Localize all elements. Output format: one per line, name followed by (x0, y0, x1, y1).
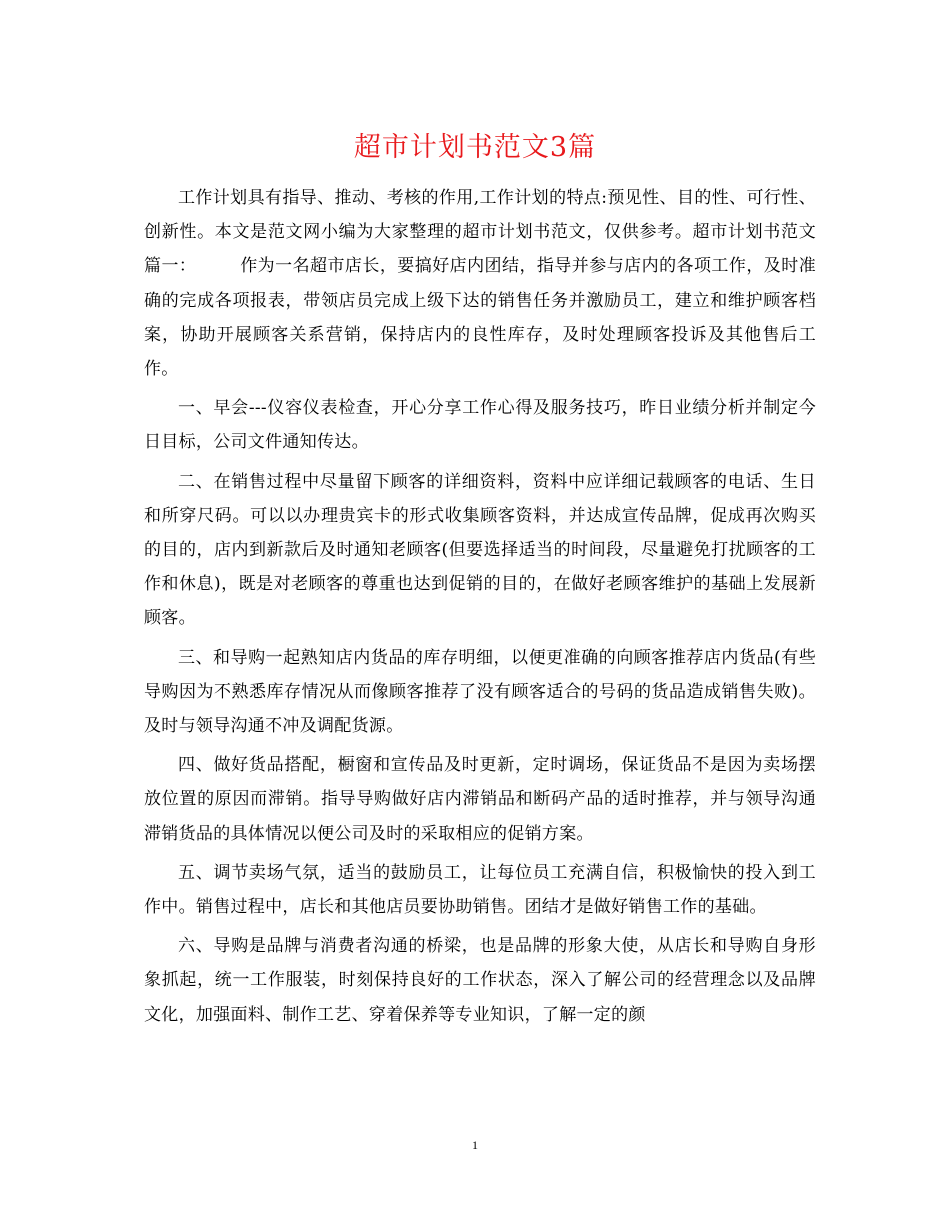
paragraph-2: 二、在销售过程中尽量留下顾客的详细资料，资料中应详细记载顾客的电话、生日和所穿尺码。可以以办理贵宾卡的形式收集顾客资料，并达成宣传品牌，促成再次购买的目的，店内到新款后及时通知老顾客(但要选择适当的时间段，尽量避免打扰顾客的工作和休息)，既是对老顾客的尊重也达到促销的目的，在做好老顾客维护的基础上发展新顾客。 (144, 471, 816, 629)
paragraph-3: 三、和导购一起熟知店内货品的库存明细，以便更准确的向顾客推荐店内货品(有些导购因为不熟悉库存情况从而像顾客推荐了没有顾客适合的号码的货品造成销售失败)。及时与领导沟通不冲及调配货源。 (144, 647, 816, 737)
intro-paragraph: 工作计划具有指导、推动、考核的作用,工作计划的特点:预见性、目的性、可行性、创新性。本文是范文网小编为大家整理的超市计划书范文，仅供参考。超市计划书范文篇一： 作为一名超市店长，要搞好店内团结，指导并参与店内的各项工作，及时准确的完成各项报表，带领店员完成上级下达的销售任务并激励员工，建立和维护顾客档案，协助开展顾客关系营销，保持店内的良性库存，及时处理顾客投诉及其他售后工作。 (144, 188, 816, 380)
paragraph-6: 六、导购是品牌与消费者沟通的桥梁，也是品牌的形象大使，从店长和导购自身形象抓起，统一工作服装，时刻保持良好的工作状态，深入了解公司的经营理念以及品牌文化，加强面料、制作工艺、穿着保养等专业知识，了解一定的颜 (144, 936, 816, 1025)
document-title: 超市计划书范文3篇 (353, 132, 597, 163)
paragraph-1: 一、早会---仪容仪表检查，开心分享工作心得及服务技巧，昨日业绩分析并制定今日目标，公司文件通知传达。 (144, 398, 816, 453)
paragraph-5: 五、调节卖场气氛，适当的鼓励员工，让每位员工充满自信，积极愉快的投入到工作中。销售过程中，店长和其他店员要协助销售。团结才是做好销售工作的基础。 (144, 862, 816, 918)
paragraph-4: 四、做好货品搭配，橱窗和宣传品及时更新，定时调场，保证货品不是因为卖场摆放位置的原因而滞销。指导导购做好店内滞销品和断码产品的适时推荐，并与领导沟通滞销货品的具体情况以便公司及时的采取相应的促销方案。 (144, 755, 816, 844)
page-number: 1 (472, 1138, 478, 1152)
document-body (144, 181, 816, 1032)
